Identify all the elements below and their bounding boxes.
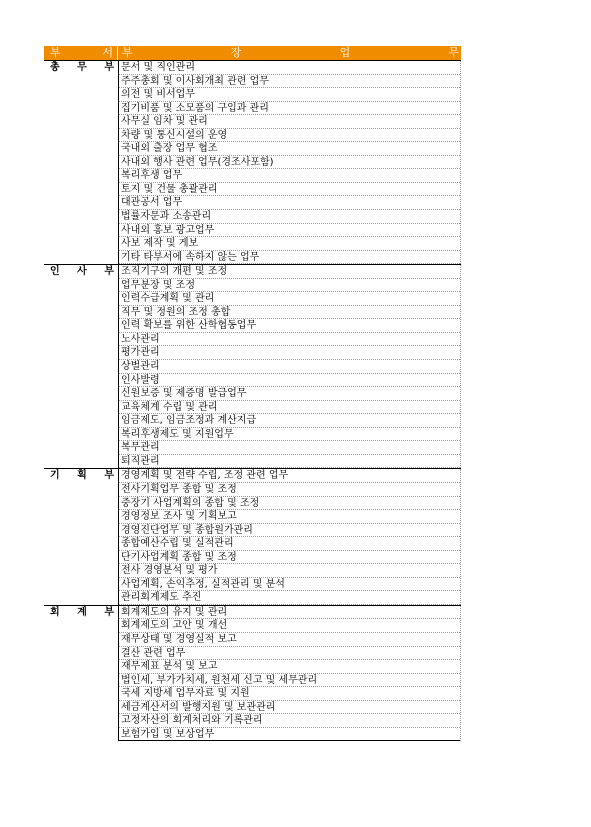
header-duty-char: 부 [122,46,133,59]
department-name [44,265,118,278]
department-char: 사 [77,266,87,278]
header-dept-char: 부 [50,46,61,59]
duty-row: 복리후생제도 및 지원업무 [119,428,460,442]
department-char: 획 [77,470,87,482]
department-char: 계 [77,606,87,618]
department-char: 총 [50,62,60,73]
duty-row: 사보 제작 및 게보 [119,237,460,251]
duty-row: 재무상태 및 경영실적 보고 [119,633,460,647]
department-group [44,468,461,604]
duty-row: 상벌관리 [119,360,460,374]
duty-row: 복리후생 업무 [119,169,460,183]
duty-row: 사업계획, 손익추정, 실적관리 및 분석 [119,578,460,592]
duty-list [118,61,461,264]
duty-row: 국내외 출장 업무 협조 [119,142,460,156]
department-char: 부 [104,62,114,73]
header-dept-char: 서 [102,46,113,59]
duty-list [118,265,461,468]
department-name [44,606,118,619]
duty-row: 결산 관련 업무 [119,647,460,661]
header-department [44,46,118,60]
header-duty-char: 업 [339,46,351,59]
duty-row: 경영정보 조사 및 기획보고 [119,510,460,524]
duty-row: 복무관리 [119,441,460,455]
duty-row: 법률자문과 소송관리 [119,210,460,224]
duty-row: 전사 경영분석 및 평가 [119,564,460,578]
duty-row: 의전 및 비서업무 [119,88,460,102]
duty-row: 인사발령 [119,374,460,388]
department-char: 회 [50,606,60,618]
duty-row: 종합예산수립 및 실적관리 [119,537,460,551]
duty-row: 평가관리 [119,346,460,360]
duty-row: 경영계획 및 전략 수립, 조정 관련 업무 [119,469,460,483]
department-char: 기 [50,470,60,482]
department-char: 부 [104,470,114,482]
duty-row: 중장기 사업계획의 종합 및 조정 [119,497,460,511]
department-group [44,61,461,264]
duty-row: 세금계산서의 발행지원 및 보관관리 [119,701,460,715]
duty-row: 법인세, 부가가치세, 원천세 신고 및 세무관리 [119,674,460,688]
department-name [44,469,118,482]
department-groups [44,61,461,741]
department-char: 부 [104,606,114,618]
department-group [44,605,461,741]
duty-row: 경영진단업무 및 종합원가관리 [119,524,460,538]
duty-row: 차량 및 통신시설의 운영 [119,129,460,143]
duty-row: 보험가입 및 보상업무 [119,728,460,742]
duty-row: 집기비품 및 소모품의 구입과 관리 [119,102,460,116]
duty-row: 인력 확보를 위한 산학협동업무 [119,319,460,333]
duty-row: 대관공서 업무 [119,196,460,210]
duty-row: 신원보증 및 제증명 발급업무 [119,387,460,401]
duty-list [118,469,461,604]
duty-row: 토지 및 건물 총괄관리 [119,183,460,197]
duty-row: 조직기구의 개편 및 조정 [119,265,460,279]
department-char: 인 [50,266,60,278]
duty-row: 회계제도의 유지 및 관리 [119,606,460,620]
duty-row: 재무제표 분석 및 보고 [119,660,460,674]
duty-row: 단기사업계획 종합 및 조정 [119,551,460,565]
department-name [44,61,118,74]
department-group [44,264,461,468]
header-duties [118,46,461,60]
duty-list [118,606,461,741]
duty-table [44,46,461,741]
duty-row: 노사관리 [119,333,460,347]
duty-row: 사내외 행사 관련 업무(경조사포함) [119,156,460,170]
duty-row: 업무분장 및 조정 [119,279,460,293]
department-char: 부 [104,266,114,278]
department-char: 무 [77,62,87,73]
duty-row: 직무 및 정원의 조정 총합 [119,306,460,320]
duty-row: 관리회계제도 추진 [119,591,460,605]
duty-row: 회계제도의 고안 및 개선 [119,619,460,633]
header-duty-char: 장 [230,46,242,59]
duty-row: 사내외 홍보 광고업무 [119,224,460,238]
duty-row: 인력수급계획 및 관리 [119,292,460,306]
table-header [44,46,461,61]
duty-row: 전사기획업무 종합 및 조정 [119,483,460,497]
duty-row: 고정자산의 회계처리와 기록관리 [119,714,460,728]
header-duty-char: 무 [448,46,459,59]
duty-row: 교육체계 수립 및 관리 [119,401,460,415]
duty-row: 퇴직관리 [119,455,460,469]
duty-row: 주주총회 및 이사회개최 관련 업무 [119,75,460,89]
duty-row: 국세 지방세 업무자료 및 지원 [119,687,460,701]
duty-row: 문서 및 직인관리 [119,61,460,75]
duty-row: 사무실 임차 및 관리 [119,115,460,129]
duty-row: 임금제도, 임금조정과 계산지급 [119,414,460,428]
duty-row: 기타 타부서에 속하지 않는 업무 [119,251,460,265]
